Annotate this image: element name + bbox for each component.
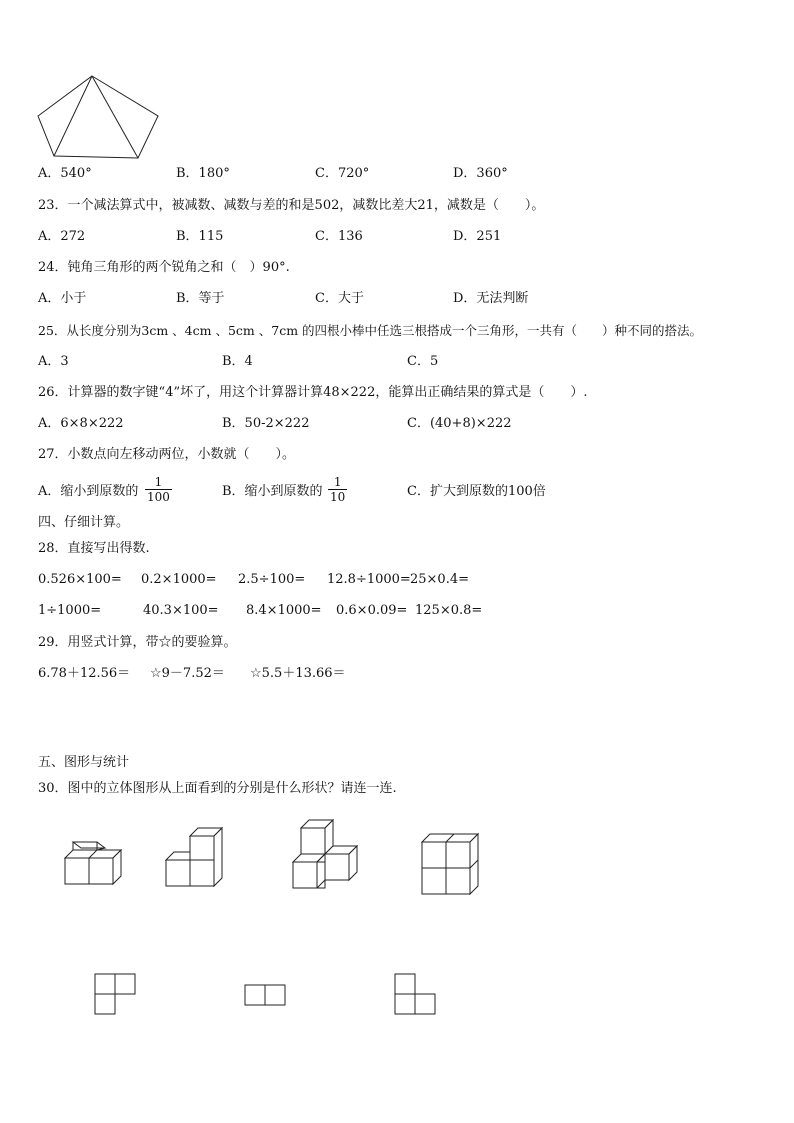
solid-figure-1 — [63, 840, 127, 886]
q28-r2-c3: 8.4×1000= — [246, 603, 322, 618]
fraction-numerator: 1 — [145, 475, 172, 490]
q28-r2-c5: 125×0.8= — [415, 603, 483, 618]
q24-option-d[interactable]: D．无法判断 — [453, 291, 529, 306]
q23-option-d[interactable]: D．251 — [453, 229, 502, 244]
q28-r1-c3: 2.5÷100= — [238, 572, 306, 587]
fraction-denominator: 100 — [147, 490, 170, 504]
q25-text: 25．从长度分别为3cm 、4cm 、5cm 、7cm 的四根小棒中任选三根搭成一个三角形，一共有（ ）种不同的搭法。 — [38, 323, 703, 338]
q23-option-a[interactable]: A．272 — [38, 229, 86, 244]
q28-r1-c4: 12.8÷1000= — [327, 572, 411, 587]
q22-option-a[interactable]: A．540° — [38, 166, 92, 181]
q28-r1-c1: 0.526×100= — [38, 572, 122, 587]
top-view-3 — [393, 972, 437, 1016]
pentagon-figure — [34, 72, 174, 162]
q23-option-b[interactable]: B．115 — [176, 229, 224, 244]
q28-text: 28．直接写出得数. — [38, 541, 150, 556]
section-5-title: 五、图形与统计 — [38, 755, 130, 770]
q27-option-b-fraction — [328, 475, 347, 504]
q29-item-2: ☆9－7.52＝ — [150, 666, 225, 681]
q28-r1-c5: 25×0.4= — [410, 572, 470, 587]
q27-option-c[interactable]: C．扩大到原数的100倍 — [407, 484, 546, 499]
section-4-title: 四、仔细计算。 — [38, 515, 130, 530]
q28-r1-c2: 0.2×1000= — [141, 572, 217, 587]
q27-option-a[interactable]: A．缩小到原数的 — [38, 484, 139, 499]
q24-text: 24．钝角三角形的两个锐角之和（ ）90°. — [38, 260, 290, 275]
q22-option-c[interactable]: C．720° — [315, 166, 370, 181]
top-view-2 — [243, 983, 287, 1007]
fraction-numerator: 1 — [328, 475, 347, 490]
q23-text: 23．一个减法算式中，被减数、减数与差的和是502，减数比差大21，减数是（ ）。 — [38, 198, 545, 213]
q25-option-c[interactable]: C．5 — [407, 354, 439, 369]
q27-text: 27．小数点向左移动两位，小数就（ ）。 — [38, 447, 296, 462]
solid-figure-3 — [291, 818, 363, 890]
q24-option-b[interactable]: B．等于 — [176, 291, 225, 306]
q24-option-a[interactable]: A．小于 — [38, 291, 87, 306]
q29-item-3: ☆5.5＋13.66＝ — [250, 666, 346, 681]
q23-option-c[interactable]: C．136 — [315, 229, 363, 244]
q26-option-b[interactable]: B．50-2×222 — [222, 416, 310, 431]
q28-r2-c2: 40.3×100= — [143, 603, 219, 618]
q22-option-b[interactable]: B．180° — [176, 166, 230, 181]
q24-option-c[interactable]: C．大于 — [315, 291, 364, 306]
q27-option-b[interactable]: B．缩小到原数的 — [222, 484, 323, 499]
fraction-denominator: 10 — [330, 490, 346, 504]
q25-option-b[interactable]: B．4 — [222, 354, 253, 369]
q30-text: 30．图中的立体图形从上面看到的分别是什么形状？请连一连. — [38, 781, 397, 796]
q28-r2-c1: 1÷1000= — [38, 603, 102, 618]
q28-r2-c4: 0.6×0.09= — [336, 603, 408, 618]
q27-option-a-fraction — [145, 475, 172, 504]
solid-figure-4 — [420, 832, 484, 896]
q29-text: 29．用竖式计算，带☆的要验算。 — [38, 635, 237, 650]
q22-option-d[interactable]: D．360° — [453, 166, 508, 181]
solid-figure-2 — [164, 826, 228, 888]
q26-text: 26．计算器的数字键“4”坏了，用这个计算器计算48×222，能算出正确结果的算式是（ ）. — [38, 385, 588, 400]
q26-option-c[interactable]: C．(40+8)×222 — [407, 416, 512, 431]
q25-option-a[interactable]: A．3 — [38, 354, 69, 369]
q26-option-a[interactable]: A．6×8×222 — [38, 416, 124, 431]
q29-item-1: 6.78＋12.56＝ — [38, 666, 131, 681]
top-view-1 — [93, 972, 137, 1016]
